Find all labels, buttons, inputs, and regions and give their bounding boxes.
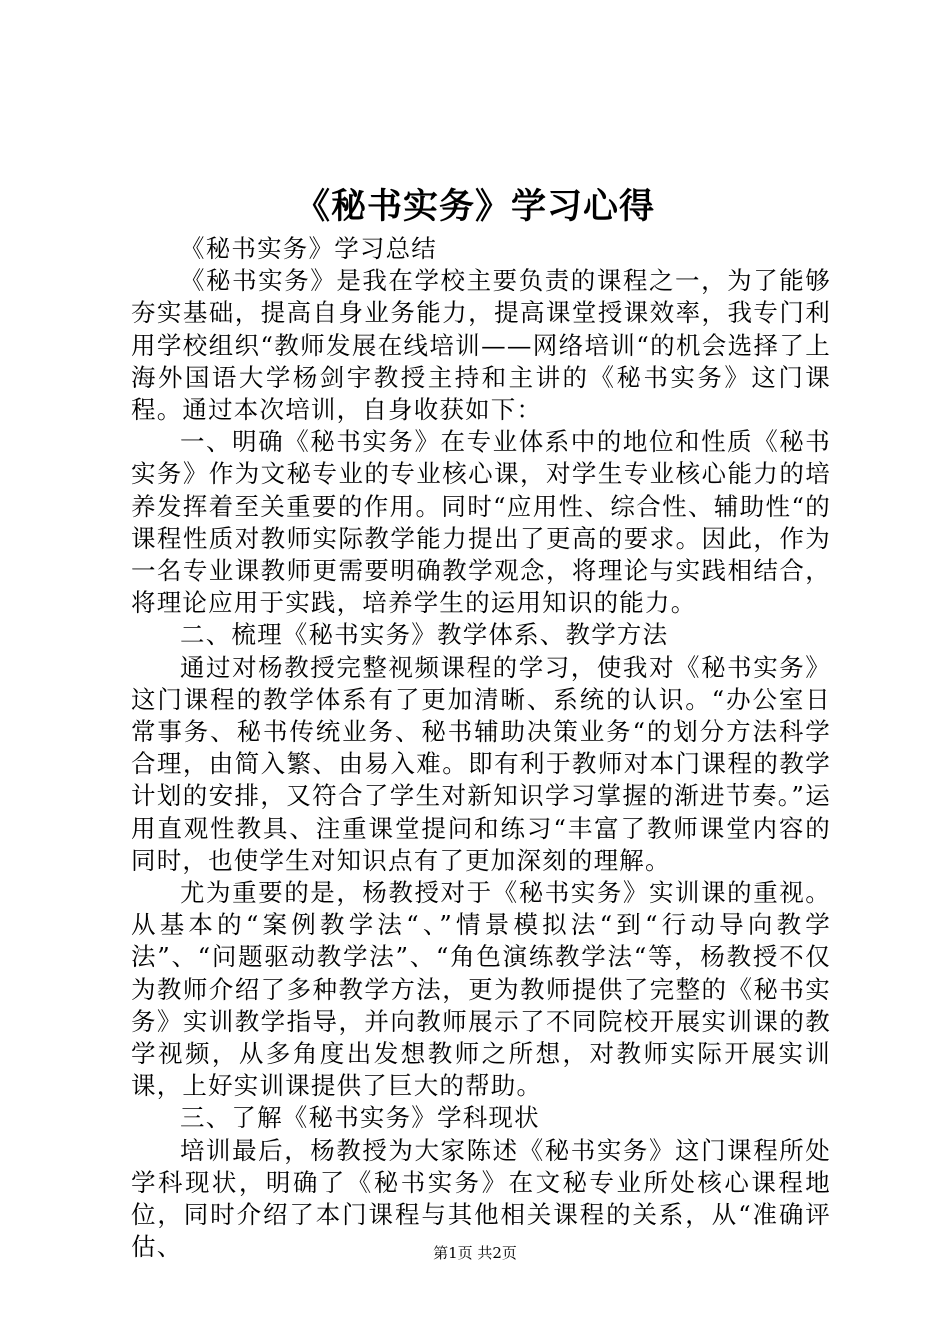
document-title: 《秘书实务》学习心得 xyxy=(294,187,655,227)
paragraph-section-1: 一、明确《秘书实务》在专业体系中的地位和性质《秘书实务》作为文秘专业的专业核心课，对学生专业核心能力的培养发挥着至关重要的作用。同时“应用性、综合性、辅助性“的课程性质对教师实际教学能力提出了更高的要求。因此，作为一名专业课教师更需要明确教学观念，将理论与实践相结合，将理论应用于实践，培养学生的运用知识的能力。 xyxy=(131,427,831,618)
paragraph-intro: 《秘书实务》是我在学校主要负责的课程之一，为了能够夯实基础，提高自身业务能力，提高课堂授课效率，我专门利用学校组织“教师发展在线培训——网络培训“的机会选择了上海外国语大学杨剑宇教授主持和主讲的《秘书实务》这门课程。通过本次培训，自身收获如下： xyxy=(131,266,831,425)
paragraph-section-2b: 尤为重要的是，杨教授对于《秘书实务》实训课的重视。从基本的“案例教学法“、”情景模拟法“到“行动导向教学法”、“问题驱动教学法”、“角色演练教学法“等，杨教授不仅为教师介绍了多种教学方法，更为教师提供了完整的《秘书实务》实训教学指导，并向教师展示了不同院校开展实训课的教学视频，从多角度出发想教师之所想，对教师实际开展实训课，上好实训课提供了巨大的帮助。 xyxy=(131,878,831,1101)
document-body xyxy=(131,233,831,1264)
paragraph-section-3: 培训最后，杨教授为大家陈述《秘书实务》这门课程所处学科现状，明确了《秘书实务》在文秘专业所处核心课程地位，同时介绍了本门课程与其他相关课程的关系，从“准确评估、 xyxy=(131,1135,831,1262)
heading-section-3: 三、了解《秘书实务》学科现状 xyxy=(180,1103,540,1133)
heading-section-2: 二、梳理《秘书实务》教学体系、教学方法 xyxy=(180,620,669,650)
page-number: 第1页 共2页 xyxy=(433,1244,517,1262)
paragraph-subtitle: 《秘书实务》学习总结 xyxy=(180,234,437,263)
paragraph-section-2a: 通过对杨教授完整视频课程的学习，使我对《秘书实务》这门课程的教学体系有了更加清晰、系统的认识。“办公室日常事务、秘书传统业务、秘书辅助决策业务“的划分方法科学合理，由简入繁、由易入难。即有利于教师对本门课程的教学计划的安排，又符合了学生对新知识学习掌握的渐进节奏。”运用直观性教具、注重课堂提问和练习“丰富了教师课堂内容的同时，也使学生对知识点有了更加深刻的理解。 xyxy=(131,652,831,875)
